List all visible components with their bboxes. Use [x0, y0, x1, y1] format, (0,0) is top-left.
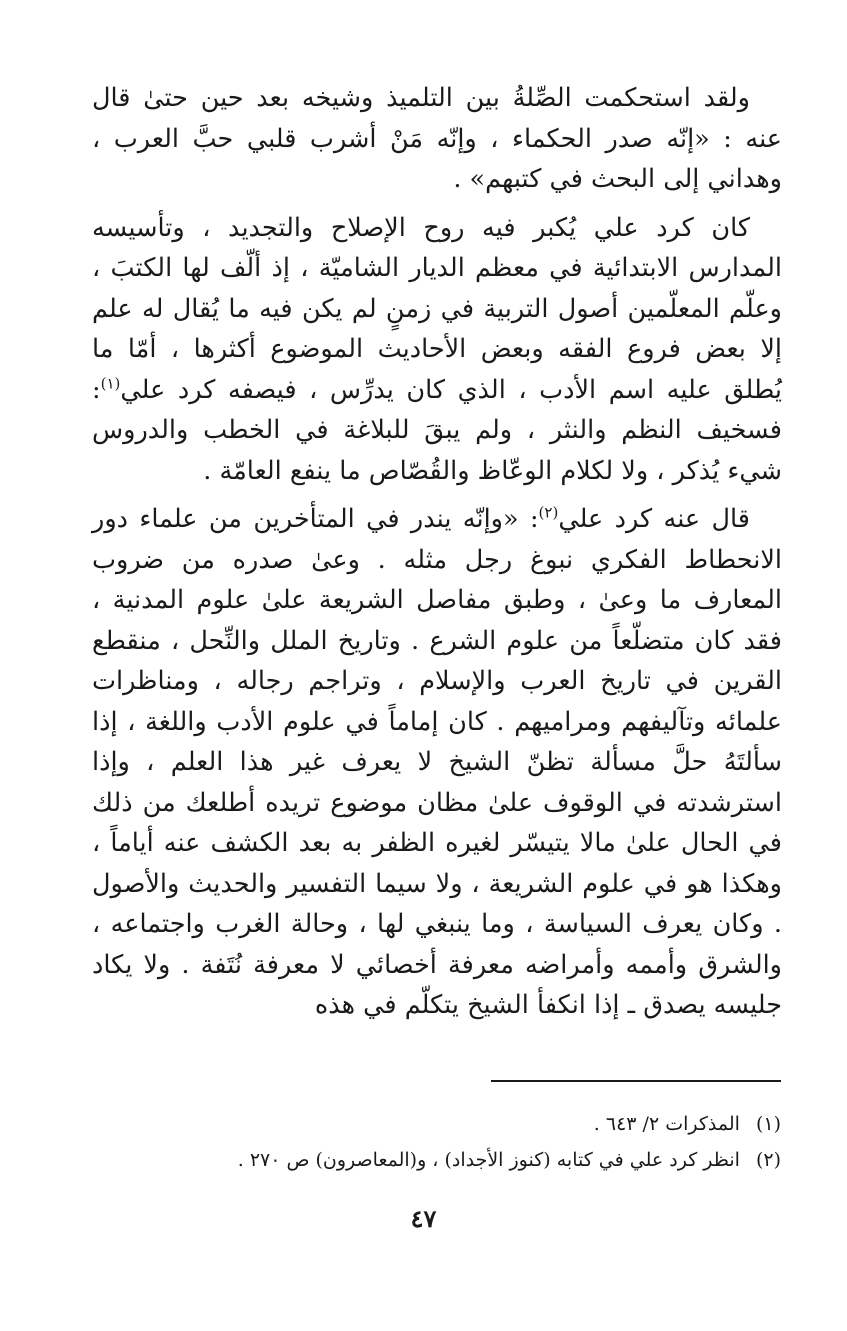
paragraph-1 — [92, 78, 782, 200]
footnote-1-text: المذكرات ٢/ ٦٤٣ . — [593, 1113, 740, 1135]
paragraph-3-text-before: قال عنه كرد علي — [558, 504, 750, 534]
paragraph-2 — [92, 208, 782, 492]
page-body — [92, 78, 782, 1034]
footnote-separator — [491, 1080, 781, 1082]
footnote-2-number: (٢) — [755, 1149, 781, 1171]
footnote-ref-1: (١) — [100, 374, 121, 392]
paragraph-2-text-before: كان كرد علي يُكبر فيه روح الإصلاح والتجديد ، وتأسيسه المدارس الابتدائية في معظم الديار الشاميّة ، إذ ألّف لها الكتبَ ، وعلّم المعلّمين أصول التربية في زمنٍ لم يكن فيه ما يُقال له علم إلا بعض فروع الفقه وبعض الأحاديث الموضوع أكثرها ، أمّا ما يُطلق عليه اسم الأدب ، الذي كان يدرِّس ، فيصفه كرد علي — [92, 212, 782, 405]
page-number: ٤٧ — [410, 1204, 437, 1233]
footnote-2 — [91, 1142, 781, 1178]
paragraph-1-text: ولقد استحكمت الصِّلةُ بين التلميذ وشيخه بعد حين حتىٰ قال عنه : «إنّه صدر الحكماء ، وإنّه مَنْ أشرب قلبي حبَّ العرب ، وهداني إلى البحث في كتبهم» . — [92, 83, 782, 194]
paragraph-3 — [92, 499, 782, 1026]
footnote-1-number: (١) — [755, 1113, 781, 1135]
footnote-1 — [91, 1106, 781, 1142]
paragraph-3-text-after: : «وإنّه يندر في المتأخرين من علماء دور الانحطاط الفكري نبوغ رجل مثله . وعىٰ صدره من ضروب المعارف ما وعىٰ ، وطبق مفاصل الشريعة علىٰ علوم المدنية ، فقد كان متضلّعاً من علوم الشرع . وتاريخ الملل والنِّحل ، منقطع القرين في تاريخ العرب والإسلام ، وتراجم رجاله ، ومناظرات علمائه وتآليفهم ومراميهم . كان إماماً في علوم الأدب واللغة ، إذا سألتَهُ حلَّ مسألة تظنّ الشيخ لا يعرف غير هذا العلم ، وإذا استرشدته في الوقوف علىٰ مظان موضوع تريده أطلعك من ذلك في الحال علىٰ مالا يتيسّر لغيره الظفر به بعد الكشف عنه أياماً ، وهكذا هو في علوم الشريعة ، ولا سيما التفسير والحديث والأصول . وكان يعرف السياسة ، وما ينبغي لها ، وحالة الغرب واجتماعه ، والشرق وأممه وأمراضه معرفة أخصائي لا معرفة نُتَفة . ولا يكاد جليسه يصدق ـ إذا انكفأ الشيخ يتكلّم في هذه — [92, 504, 782, 1020]
footnote-2-text: انظر كرد علي في كتابه (كنوز الأجداد) ، و(المعاصرون) ص ٢٧٠ . — [237, 1149, 740, 1171]
footnote-ref-2: (٢) — [538, 503, 559, 522]
footnotes — [91, 1106, 781, 1178]
paragraph-2-text-after: : فسخيف النظم والنثر ، ولم يبقَ للبلاغة في الخطب والدروس شيء يُذكر ، ولا لكلام الوعّاظ والقُصّاص ما ينفع العامّة . — [92, 374, 782, 486]
